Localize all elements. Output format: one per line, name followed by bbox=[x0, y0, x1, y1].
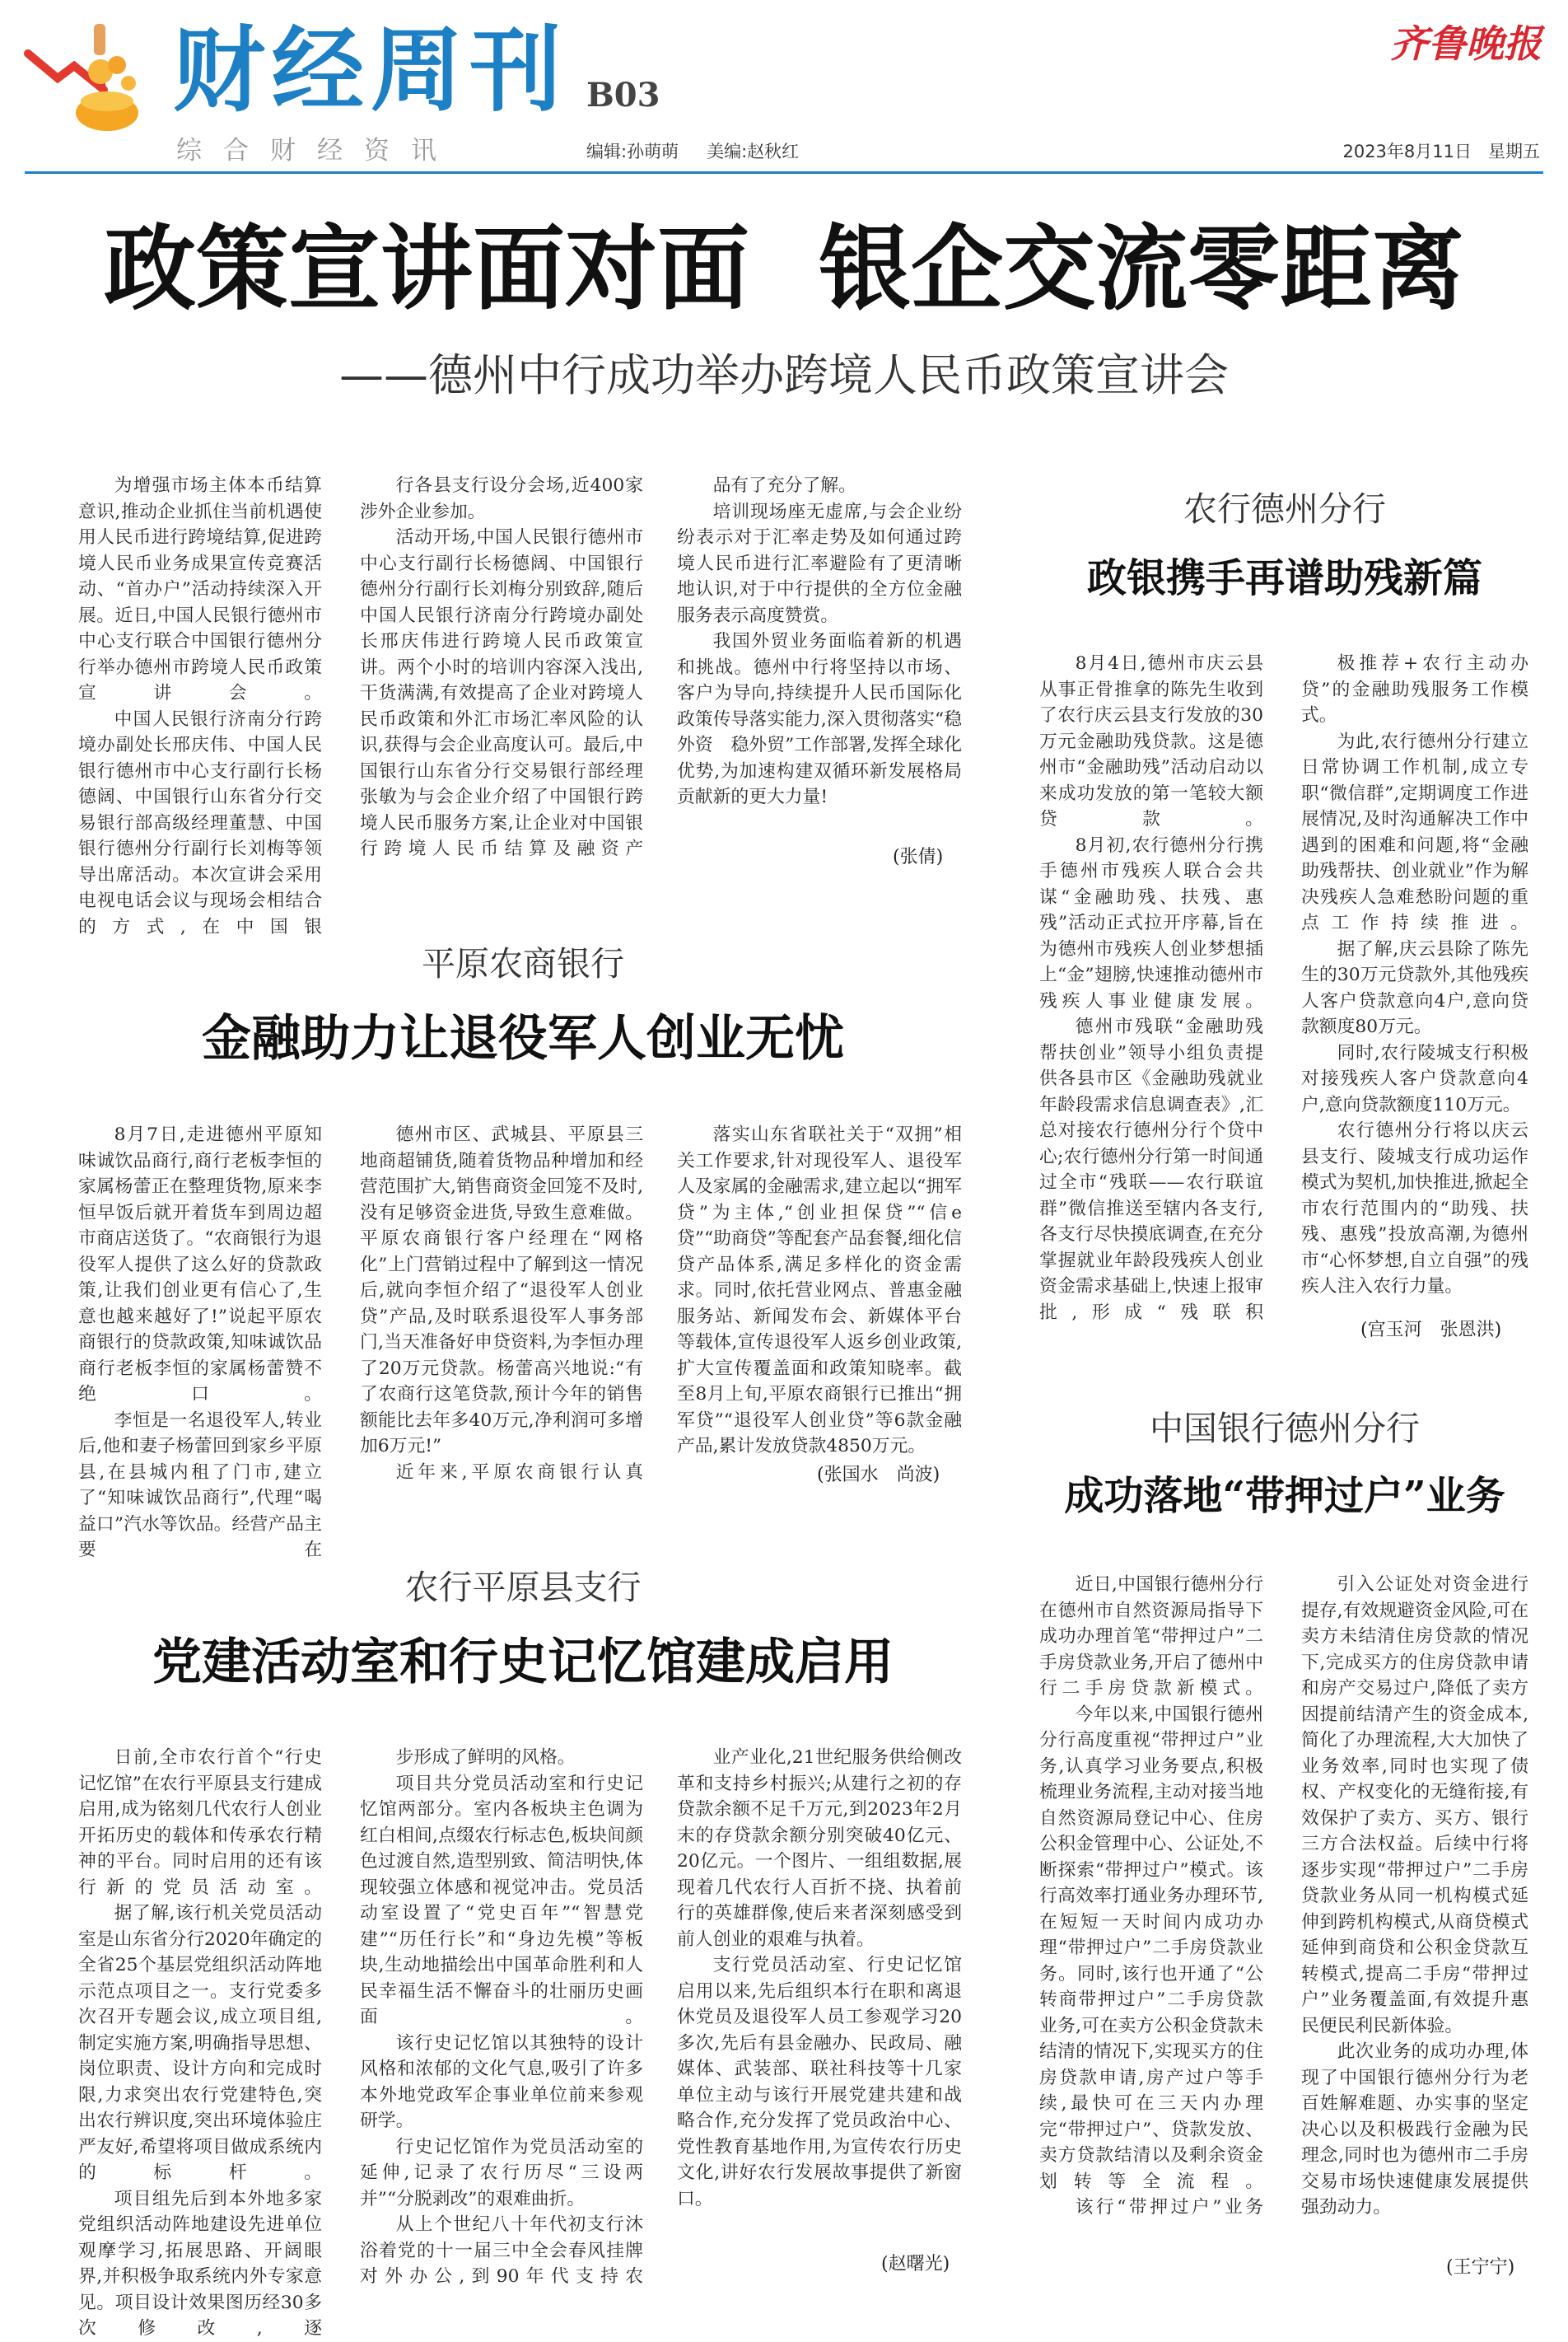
paragraph: 该行“带押过户”业务 bbox=[1075, 2197, 1263, 2218]
paragraph: 落实山东省联社关于“双拥”相关工作要求,针对现役军人、退役军人及家属的金融需求,建立起以“拥军贷”为主体,“创业担保贷”“信e贷”“助商贷”等配套产品套餐,细化信贷产品体系,满足多样化的资金需求。同时,依托营业网点、普惠金融服务站、新闻发布会、新媒体平台等载体,宣传退役军人返乡创业政策,扩大宣传覆盖面和政策知晓率。截至8月上旬,平原农商银行已推出“拥军贷”“退役军人创业贷”等6款金融产品,累计发放贷款4850万元。 bbox=[677, 1124, 962, 1456]
paragraph: 近年来,平原农商银行认真 bbox=[395, 1461, 643, 1483]
paragraph: 8月7日,走进德州平原知味诚饮品商行,商行老板李恒的家属杨蕾正在整理货物,原来李恒早饭后就开着货车到周边超市商店送货了。“农商银行为退役军人提供了这么好的贷款政策,让我们创业更有信心了,生意也越来越好了!”说起平原农商银行的贷款政策,知味诚饮品商行老板李恒的家属杨蕾赞不绝口。 bbox=[78, 1124, 322, 1405]
paragraph: 中国人民银行济南分行跨境办副处长邢庆伟、中国人民银行德州市中心支行副行长杨德阔、中国银行山东省分行交易银行部高级经理董慧、中国银行德州分行副行长刘梅等领导出席活动。本次宣讲会采用电视电话会议与现场会相结合的方式,在中国银 bbox=[78, 708, 322, 937]
abc-pingyuan-column-3 bbox=[677, 1745, 962, 2246]
paragraph: 今年以来,中国银行德州分行高度重视“带押过户”业务,认真学习业务要点,积极梳理业务流程,主动对接当地自然资源局登记中心、住房公积金管理中心、公证处,不断探索“带押过户”模式。该行高效率打通业务办理环节,在短短一天时间内成功办理“带押过户”二手房贷款业务。同时,该行也开通了“公转商带押过户”二手房贷款业务,可在卖方公积金贷款未结清的情况下,实现买方的住房贷款申请,房产过户等手续,最快可在三天内办理完“带押过户”、贷款发放、卖方贷款结清以及剩余资金划转等全流程。 bbox=[1039, 1704, 1263, 2192]
masthead-subtitle: 综合财经资讯 bbox=[176, 136, 458, 166]
designer-name: 美编:赵秋红 bbox=[707, 142, 800, 161]
paragraph: 从上个世纪八十年代初支行沐浴着党的十一届三中全会春风挂牌对外办公,到90年代支持农 bbox=[360, 2214, 643, 2287]
paragraph: 该行史记忆馆以其独特的设计风格和浓郁的文化气息,吸引了许多本外地党政军企事业单位前来参观研学。 bbox=[360, 2032, 643, 2131]
coin-pot-icon bbox=[25, 21, 148, 136]
yuancheng-column-3 bbox=[677, 1122, 962, 1456]
yuancheng-byline: (张国水 尚波) bbox=[817, 1465, 940, 1485]
date-line bbox=[1326, 143, 1540, 161]
paragraph: 活动开场,中国人民银行德州市中心支行副行长杨德阔、中国银行德州分行副行长刘梅分别致辞,随后中国人民银行济南分行跨境办副处长邢庆伟进行跨境人民币政策宣讲。两个小时的培训内容深入浅出,干货满满,有效提高了企业对跨境人民币政策和外汇市场汇率风险的认识,获得与会企业高度认可。最后,中国银行山东省分行交易银行部经理张敏为与会企业介绍了中国银行跨境人民币服务方案,让企业对中国银行跨境人民币结算及融资产 bbox=[360, 527, 643, 859]
newspaper-brand: 齐鲁晚报 bbox=[1390, 21, 1542, 66]
abc-pingyuan-column-2 bbox=[360, 1745, 643, 2287]
paragraph: 日前,全市农行首个“行史记忆馆”在农行平原县支行建成启用,成为铭刻几代农行人创业开拓历史的载体和传承农行精神的平台。同时启用的还有该行新的党员活动室。 bbox=[78, 1747, 322, 1898]
lead-headline bbox=[0, 215, 1568, 323]
paragraph: 支行党员活动室、行史记忆馆启用以来,先后组织本行在职和离退休党员及退役军人员工参观学习20多次,先后有县金融办、民政局、融媒体、武装部、联社科技等十几家单位主动与该行开展党建共建和战略合作,充分发挥了党员政治中心、党性教育基地作用,为宣传农行历史文化,讲好农行发展故事提供了新窗口。 bbox=[677, 1955, 962, 2209]
boc-dezhou-byline: (王宁宁) bbox=[1446, 2257, 1515, 2278]
paragraph: 近日,中国银行德州分行在德州市自然资源局指导下成功办理首笔“带押过户”二手房贷款业务,开启了德州中行二手房贷款新模式。 bbox=[1039, 1574, 1263, 1699]
yuancheng-column-1 bbox=[78, 1122, 322, 1560]
paragraph: 业产业化,21世纪服务供给侧改革和支持乡村振兴;从建行之初的存贷款余额不足千万元,到2023年2月末的存贷款余额分别突破40亿元、20亿元。一个图片、一组组数据,展现着几代农行人百折不挠、执着前行的英雄群像,使后来者深刻感受到前人创业的艰难与执着。 bbox=[677, 1747, 962, 1950]
lead-byline: (张倩) bbox=[893, 847, 944, 867]
lead-column-2 bbox=[360, 473, 643, 881]
paragraph: 据了解,该行机关党员活动室是山东省分行2020年确定的全省25个基层党组织活动阵地示范点项目之一。支行党委多次召开专题会议,成立项目组,制定实施方案,明确指导思想、岗位职责、设计方向和完成时限,力求突出农行党建特色,突出农行辨识度,突出环境体验庄严友好,希望将项目做成系统内的标杆。 bbox=[78, 1903, 322, 2183]
abc-dezhou-column-2 bbox=[1301, 651, 1528, 1318]
paragraph: 8月4日,德州市庆云县从事正骨推拿的陈先生收到了农行庆云县支行发放的30万元金融助残贷款。这是德州市“金融助残”活动启动以来成功发放的第一笔较大额贷款。 bbox=[1039, 653, 1263, 830]
boc-dezhou-headline: 成功落地“带押过户”业务 bbox=[1064, 1473, 1505, 1519]
paragraph: 行各县支行设分会场,近400家涉外企业参加。 bbox=[360, 475, 643, 522]
lead-column-3 bbox=[677, 473, 962, 852]
paragraph: 李恒是一名退役军人,转业后,他和妻子杨蕾回到家乡平原县,在县城内租了门市,建立了“知味诚饮品商行”,代理“喝益口”汽水等饮品。经营产品主要在 bbox=[78, 1409, 322, 1560]
paragraph: 品有了充分了解。 bbox=[712, 475, 856, 496]
paragraph: 为增强市场主体本币结算意识,推动企业抓住当前机遇使用人民币进行跨境结算,促进跨境人民币业务成果宣传竞赛活动、“首办户”活动持续深入开展。近日,中国人民银行德州市中心支行联合中国银行德州分行举办德州市跨境人民币政策宣讲会。 bbox=[78, 475, 322, 704]
issue-weekday: 星期五 bbox=[1488, 142, 1540, 161]
abc-dezhou-column-1 bbox=[1039, 651, 1263, 1326]
paragraph: 行史记忆馆作为党员活动室的延伸,记录了农行历尽“三设两并”“分脱剥改”的艰难曲折。 bbox=[360, 2136, 643, 2209]
paragraph: 极推荐+农行主动办贷”的金融助残服务工作模式。 bbox=[1301, 653, 1528, 726]
paragraph: 据了解,庆云县除了陈先生的30万元贷款外,其他残疾人客户贷款意向4户,意向贷款额度80万元。 bbox=[1301, 938, 1528, 1037]
lead-headline-part2: 银企交流零距离 bbox=[819, 215, 1464, 323]
page-code: B03 bbox=[586, 76, 660, 115]
paragraph: 此次业务的成功办理,体现了中国银行德州分行为老百姓解难题、办实事的坚定决心以及积极践行金融为民理念,同时也为德州市二手房交易市场快速健康发展提供强劲动力。 bbox=[1301, 2041, 1528, 2218]
lead-column-1 bbox=[78, 473, 322, 937]
yuancheng-kicker: 平原农商银行 bbox=[422, 944, 624, 984]
paragraph: 项目组先后到本外地多家党组织活动阵地建设先进单位观摩学习,拓展思路、开阔眼界,并积极争取系统内外专家意见。项目设计效果图历经30多次修改,逐 bbox=[78, 2188, 322, 2339]
abc-pingyuan-headline: 党建活动室和行史记忆馆建成启用 bbox=[152, 1634, 894, 1691]
lead-subheadline: ——德州中行成功举办跨境人民币政策宣讲会 bbox=[339, 349, 1229, 401]
paragraph: 农行德州分行将以庆云县支行、陵城支行成功运作模式为契机,加快推进,掀起全市农行范围内的“助残、扶残、惠残”投放高潮,为德州市“心怀梦想,自立自强”的残疾人注入农行力量。 bbox=[1301, 1120, 1528, 1297]
abc-dezhou-kicker: 农行德州分行 bbox=[1183, 489, 1386, 529]
paragraph: 为此,农行德州分行建立日常协调工作机制,成立专职“微信群”,定期调度工作进展情况,及时沟通解决工作中遇到的困难和问题,将“金融助残帮扶、创业就业”作为解决残疾人急难愁盼问题的重点工作持续推进。 bbox=[1301, 731, 1528, 933]
abc-pingyuan-column-1 bbox=[78, 1745, 322, 2339]
paragraph: 我国外贸业务面临着新的机遇和挑战。德州中行将坚持以市场、客户为导向,持续提升人民币国际化政策传导落实能力,深入贯彻落实“稳外资 稳外贸”工作部署,发挥全球化优势,为加速构建双循环新发展格局贡献新的更大力量! bbox=[677, 631, 962, 807]
masthead-divider bbox=[25, 171, 1543, 174]
yuancheng-headline: 金融助力让退役军人创业无忧 bbox=[202, 1010, 844, 1068]
lead-headline-part1: 政策宣讲面对面 bbox=[104, 215, 749, 323]
paragraph: 德州市区、武城县、平原县三地商超铺货,随着货物品种增加和经营范围扩大,销售商资金回笼不及时,没有足够资金进货,导致生意难做。平原农商银行客户经理在“网格化”上门营销过程中了解到这一情况后,就向李恒介绍了“退役军人创业贷”产品,及时联系退役军人事务部门,当天准备好申贷资料,为李恒办理了20万元贷款。杨蕾高兴地说:“有了农商行这笔贷款,预计今年的销售额能比去年多40万元,净利润可多增加6万元!” bbox=[360, 1124, 643, 1456]
masthead-logo bbox=[25, 21, 148, 136]
abc-pingyuan-kicker: 农行平原县支行 bbox=[404, 1568, 642, 1607]
abc-dezhou-headline: 政银携手再谱助残新篇 bbox=[1086, 555, 1482, 601]
editor-name: 编辑:孙萌萌 bbox=[586, 142, 679, 161]
boc-dezhou-column-2 bbox=[1301, 1572, 1528, 2264]
paragraph: 培训现场座无虚席,与会企业纷纷表示对于汇率走势及如何通过跨境人民币进行汇率避险有了更清晰地认识,对于中行提供的全方位金融服务表示高度赞赏。 bbox=[677, 501, 962, 626]
boc-dezhou-column-1 bbox=[1039, 1572, 1263, 2280]
paragraph: 德州市残联“金融助残帮扶创业”领导小组负责提供各县市区《金融助残就业年龄段需求信息调查表》,汇总对接农行德州分行个贷中心;农行德州分行第一时间通过全市“残联——农行联谊群”微信推送至辖内各支行,各支行尽快摸底调查,在充分掌握就业年龄段残疾人创业资金需求基础上,快速上报审批,形成“残联积 bbox=[1039, 1017, 1263, 1323]
paragraph: 项目共分党员活动室和行史记忆馆两部分。室内各板块主色调为红白相间,点缀农行标志色,板块间颜色过渡自然,造型别致、简洁明快,体现较强立体感和视觉冲击。党员活动室设置了“党史百年”“智慧党建”“历任行长”和“身边先模”等板块,生动地描绘出中国革命胜利和人民幸福生活不懈奋斗的壮丽历史画面。 bbox=[360, 1773, 643, 2027]
issue-date: 2023年8月11日 bbox=[1342, 142, 1472, 161]
paragraph: 引入公证处对资金进行提存,有效规避资金风险,可在卖方未结清住房贷款的情况下,完成买方的住房贷款申请和房产交易过户,降低了卖方因提前结清产生的资金成本,简化了办理流程,大大加快了业务效率,同时也实现了债权、产权变化的无缝衔接,有效保护了卖方、买方、银行三方合法权益。后续中行将逐步实现“带押过户”二手房贷款业务从同一机构模式延伸到跨机构模式,从商贷模式延伸到商贷和公积金贷款互转模式,提高二手房“带押过户”业务覆盖面,有效提升惠民便民利民新体验。 bbox=[1301, 1574, 1528, 2036]
paragraph: 同时,农行陵城支行积极对接残疾人客户贷款意向4户,意向贷款额度110万元。 bbox=[1301, 1042, 1528, 1115]
yuancheng-column-2 bbox=[360, 1122, 643, 1483]
abc-pingyuan-byline: (赵曙光) bbox=[881, 2254, 950, 2274]
editor-credits bbox=[586, 143, 827, 161]
abc-dezhou-byline: (宫玉河 张恩洪) bbox=[1360, 1320, 1502, 1340]
boc-dezhou-kicker: 中国银行德州分行 bbox=[1150, 1409, 1420, 1448]
masthead-title: 财经周刊 bbox=[173, 16, 568, 124]
paragraph: 步形成了鲜明的风格。 bbox=[395, 1747, 576, 1768]
paragraph: 8月初,农行德州分行携手德州市残疾人联合会共谋“金融助残、扶残、惠残”活动正式拉开序幕,旨在为德州市残疾人创业梦想插上“金”翅膀,快速推动德州市残疾人事业健康发展。 bbox=[1039, 834, 1263, 1012]
